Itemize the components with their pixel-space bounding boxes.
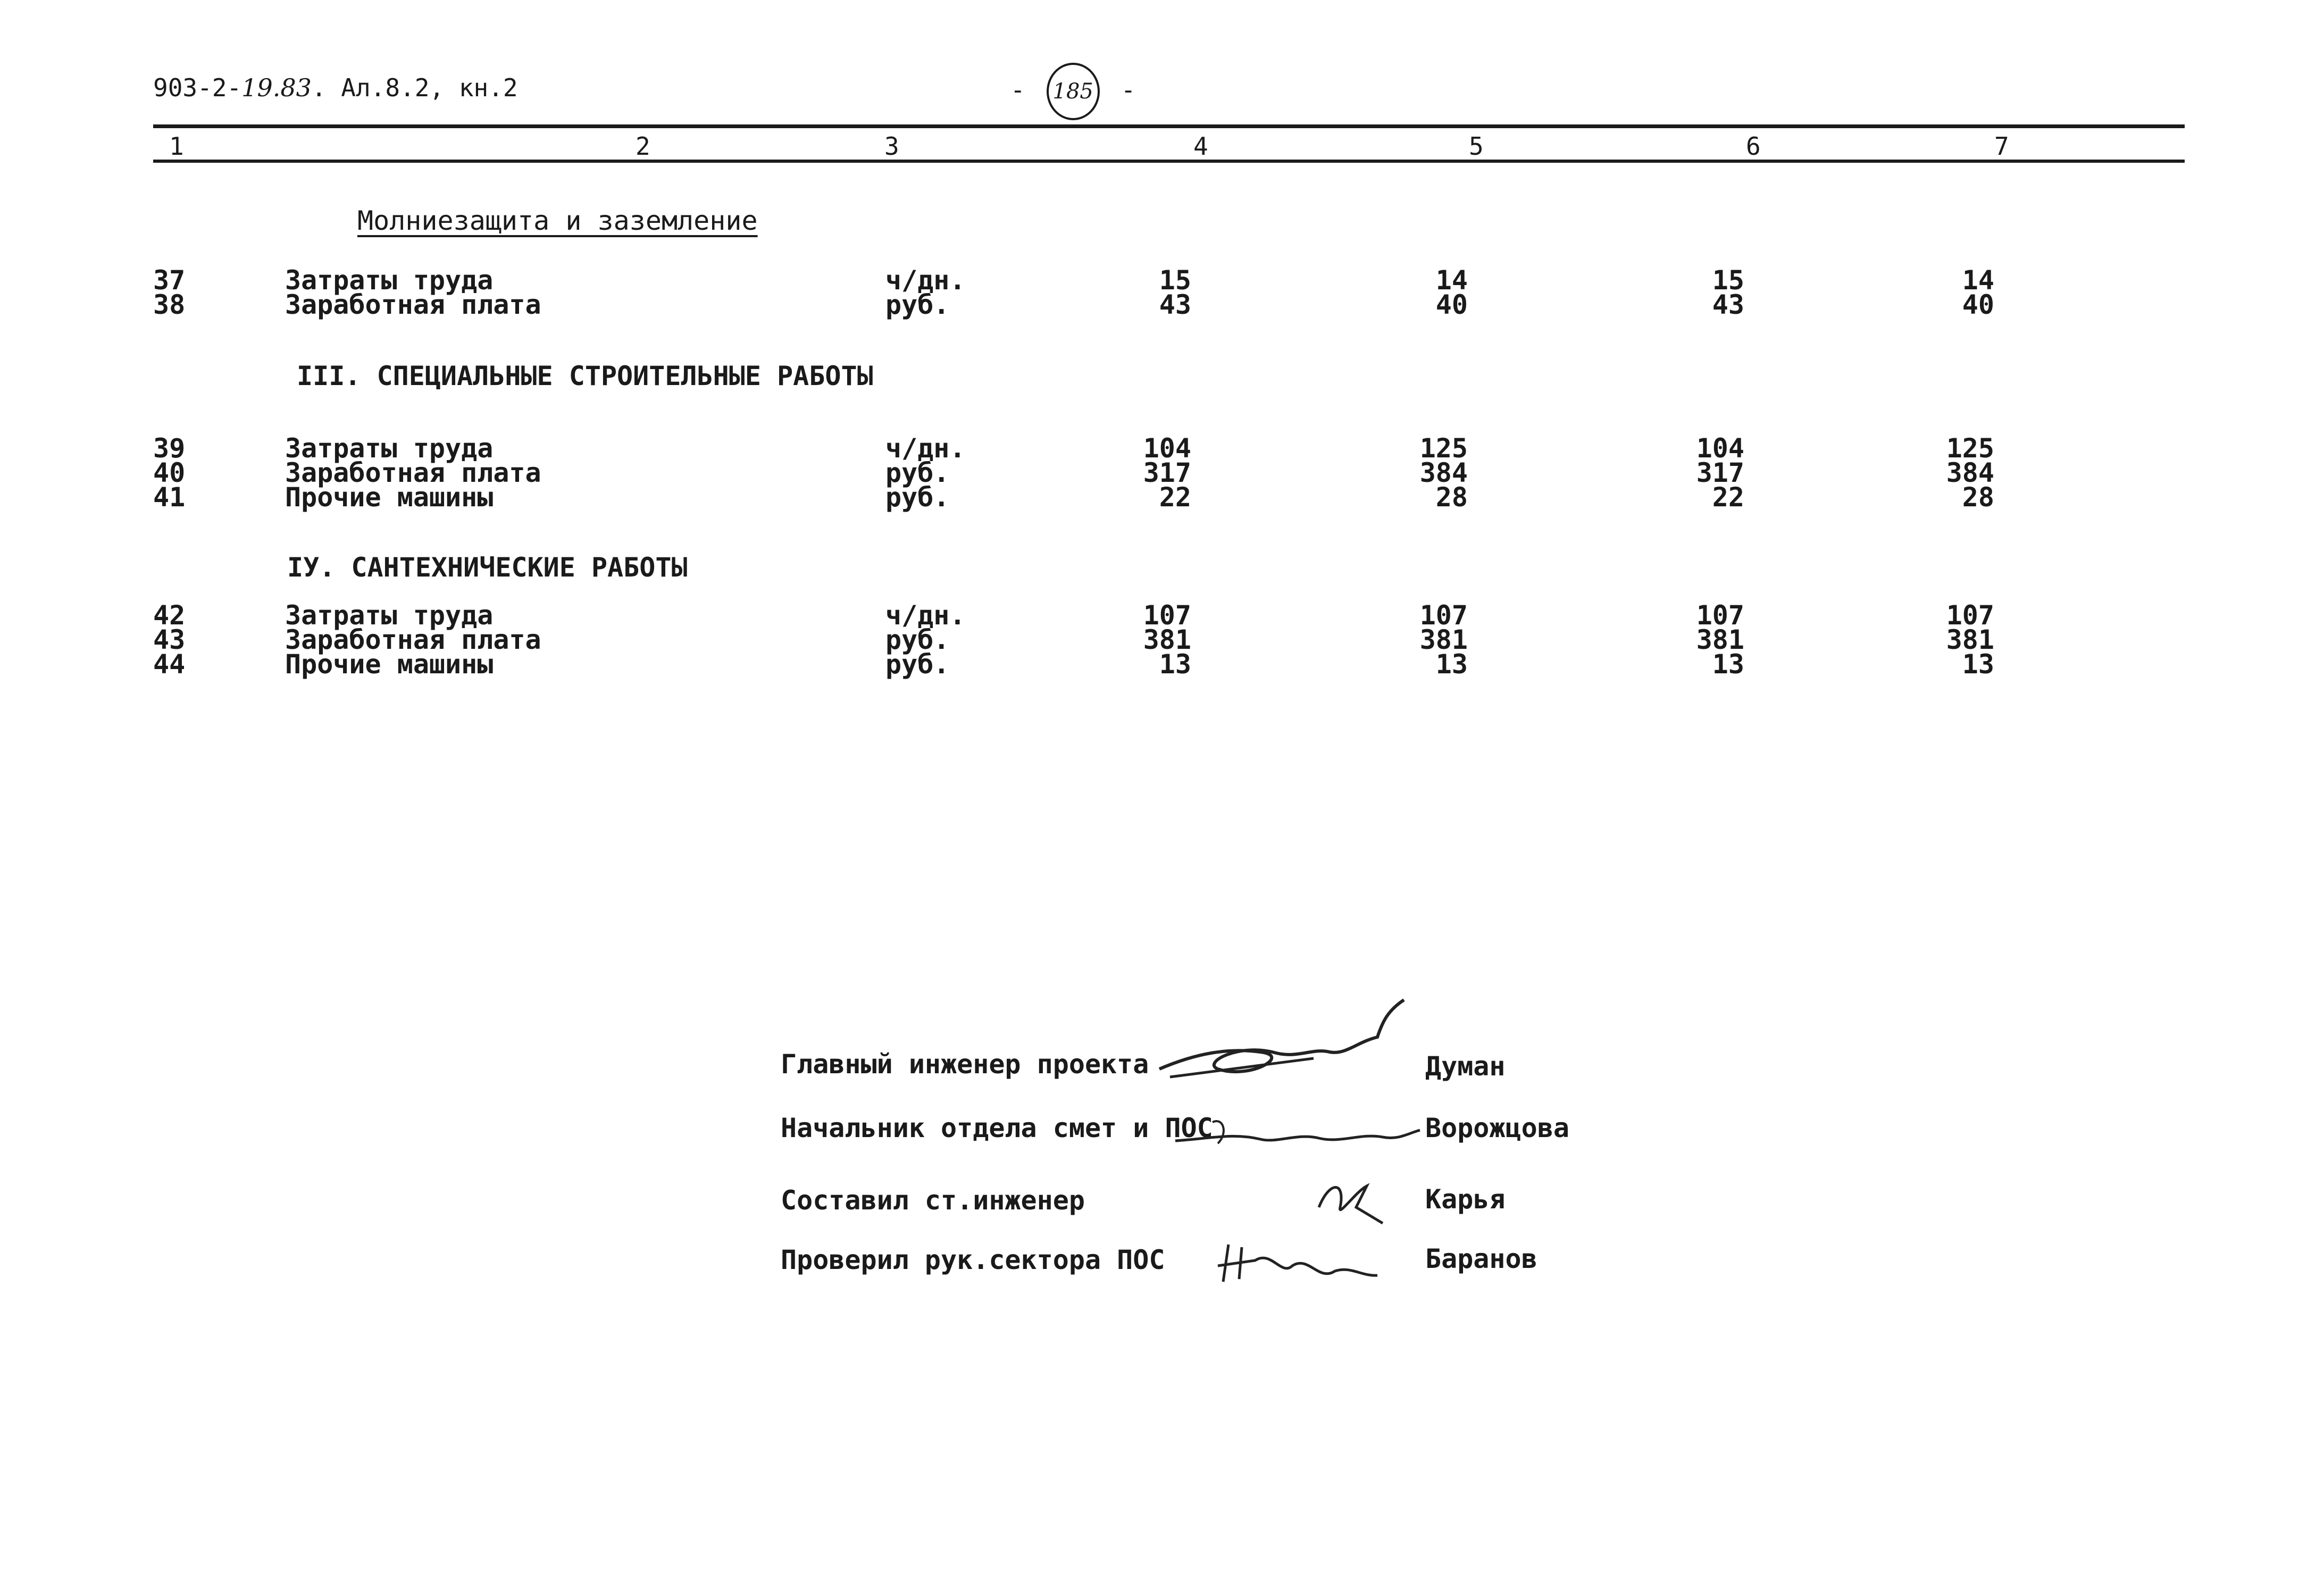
row-unit: руб. (885, 482, 950, 513)
row-value-col5: 125 (1419, 433, 1468, 464)
signature-label-checker: Проверил рук.сектора ПОС (781, 1245, 1165, 1275)
row-value-col7: 384 (1946, 457, 1994, 488)
handwritten-signature (1170, 1101, 1425, 1170)
section-title: Молниезащита и заземление (357, 205, 758, 236)
row-value-col6: 43 (1712, 289, 1744, 320)
row-value-col5: 381 (1419, 624, 1468, 655)
handwritten-signature (1308, 1170, 1404, 1229)
column-number-6: 6 (1746, 132, 1761, 161)
signature-label-department-head: Начальник отдела смет и ПОС (781, 1113, 1213, 1143)
signature-name-checker: Баранов (1425, 1243, 1537, 1274)
column-number-3: 3 (884, 132, 899, 161)
table-header-rule (153, 160, 2185, 163)
row-name: Заработная плата (285, 624, 541, 655)
table-top-rule (153, 124, 2185, 128)
row-value-col7: 28 (1962, 482, 1994, 513)
page-dash-right: - (1121, 76, 1136, 104)
row-value-col4: 15 (1159, 265, 1191, 296)
row-number: 38 (153, 289, 186, 320)
row-number: 39 (153, 433, 186, 464)
row-value-col5: 40 (1435, 289, 1468, 320)
column-number-4: 4 (1193, 132, 1208, 161)
row-value-col7: 107 (1946, 600, 1994, 631)
row-name: Прочие машины (285, 482, 494, 513)
row-value-col6: 107 (1696, 600, 1744, 631)
page-number-block (1010, 63, 1135, 120)
section-title: III. СПЕЦИАЛЬНЫЕ СТРОИТЕЛЬНЫЕ РАБОТЫ (297, 361, 873, 391)
row-value-col5: 384 (1419, 457, 1468, 488)
row-value-col6: 22 (1712, 482, 1744, 513)
row-name: Заработная плата (285, 457, 541, 488)
table-row (0, 482, 2324, 513)
handwritten-signature (1154, 989, 1420, 1096)
row-number: 44 (153, 649, 186, 680)
row-name: Затраты труда (285, 265, 494, 296)
section-title: IУ. САНТЕХНИЧЕСКИЕ РАБОТЫ (287, 552, 688, 583)
row-value-col4: 381 (1143, 624, 1191, 655)
row-value-col5: 14 (1435, 265, 1468, 296)
signature-label-chief-engineer: Главный инженер проекта (781, 1049, 1149, 1080)
row-value-col6: 381 (1696, 624, 1744, 655)
row-value-col7: 13 (1962, 649, 1994, 680)
row-number: 40 (153, 457, 186, 488)
row-unit: руб. (885, 289, 950, 320)
handwritten-number: 19.83 (241, 73, 312, 102)
doc-code: 903-2- (153, 73, 242, 102)
document-code (153, 73, 518, 102)
row-value-col5: 107 (1419, 600, 1468, 631)
row-unit: ч/дн. (885, 433, 966, 464)
column-number-1: 1 (169, 132, 184, 161)
row-unit: ч/дн. (885, 600, 966, 631)
row-value-col4: 22 (1159, 482, 1191, 513)
row-value-col4: 317 (1143, 457, 1191, 488)
page-dash-left: - (1010, 76, 1025, 104)
doc-reference: . Ал.8.2, кн.2 (311, 73, 518, 102)
row-unit: руб. (885, 457, 950, 488)
row-unit: руб. (885, 624, 950, 655)
signature-label-compiler: Составил ст.инженер (781, 1185, 1085, 1216)
signature-name-chief-engineer: Думан (1425, 1051, 1506, 1082)
row-value-col5: 28 (1435, 482, 1468, 513)
row-value-col5: 13 (1435, 649, 1468, 680)
column-number-7: 7 (1994, 132, 2009, 161)
row-value-col6: 13 (1712, 649, 1744, 680)
row-value-col4: 13 (1159, 649, 1191, 680)
signature-name-department-head: Ворожцова (1425, 1113, 1569, 1143)
row-value-col7: 125 (1946, 433, 1994, 464)
row-value-col4: 43 (1159, 289, 1191, 320)
row-number: 37 (153, 265, 186, 296)
row-value-col7: 381 (1946, 624, 1994, 655)
page-number: 185 (1047, 63, 1100, 120)
table-row (0, 649, 2324, 680)
row-value-col6: 15 (1712, 265, 1744, 296)
row-number: 43 (153, 624, 186, 655)
row-value-col7: 14 (1962, 265, 1994, 296)
row-value-col6: 317 (1696, 457, 1744, 488)
column-number-2: 2 (636, 132, 650, 161)
signature-name-compiler: Карья (1425, 1184, 1506, 1215)
row-value-col7: 40 (1962, 289, 1994, 320)
handwritten-signature (1213, 1229, 1383, 1298)
row-value-col4: 107 (1143, 600, 1191, 631)
row-value-col6: 104 (1696, 433, 1744, 464)
row-name: Заработная плата (285, 289, 541, 320)
column-number-5: 5 (1469, 132, 1484, 161)
row-value-col4: 104 (1143, 433, 1191, 464)
row-unit: ч/дн. (885, 265, 966, 296)
row-number: 41 (153, 482, 186, 513)
table-row (0, 289, 2324, 320)
row-name: Затраты труда (285, 433, 494, 464)
row-unit: руб. (885, 649, 950, 680)
row-number: 42 (153, 600, 186, 631)
row-name: Затраты труда (285, 600, 494, 631)
row-name: Прочие машины (285, 649, 494, 680)
